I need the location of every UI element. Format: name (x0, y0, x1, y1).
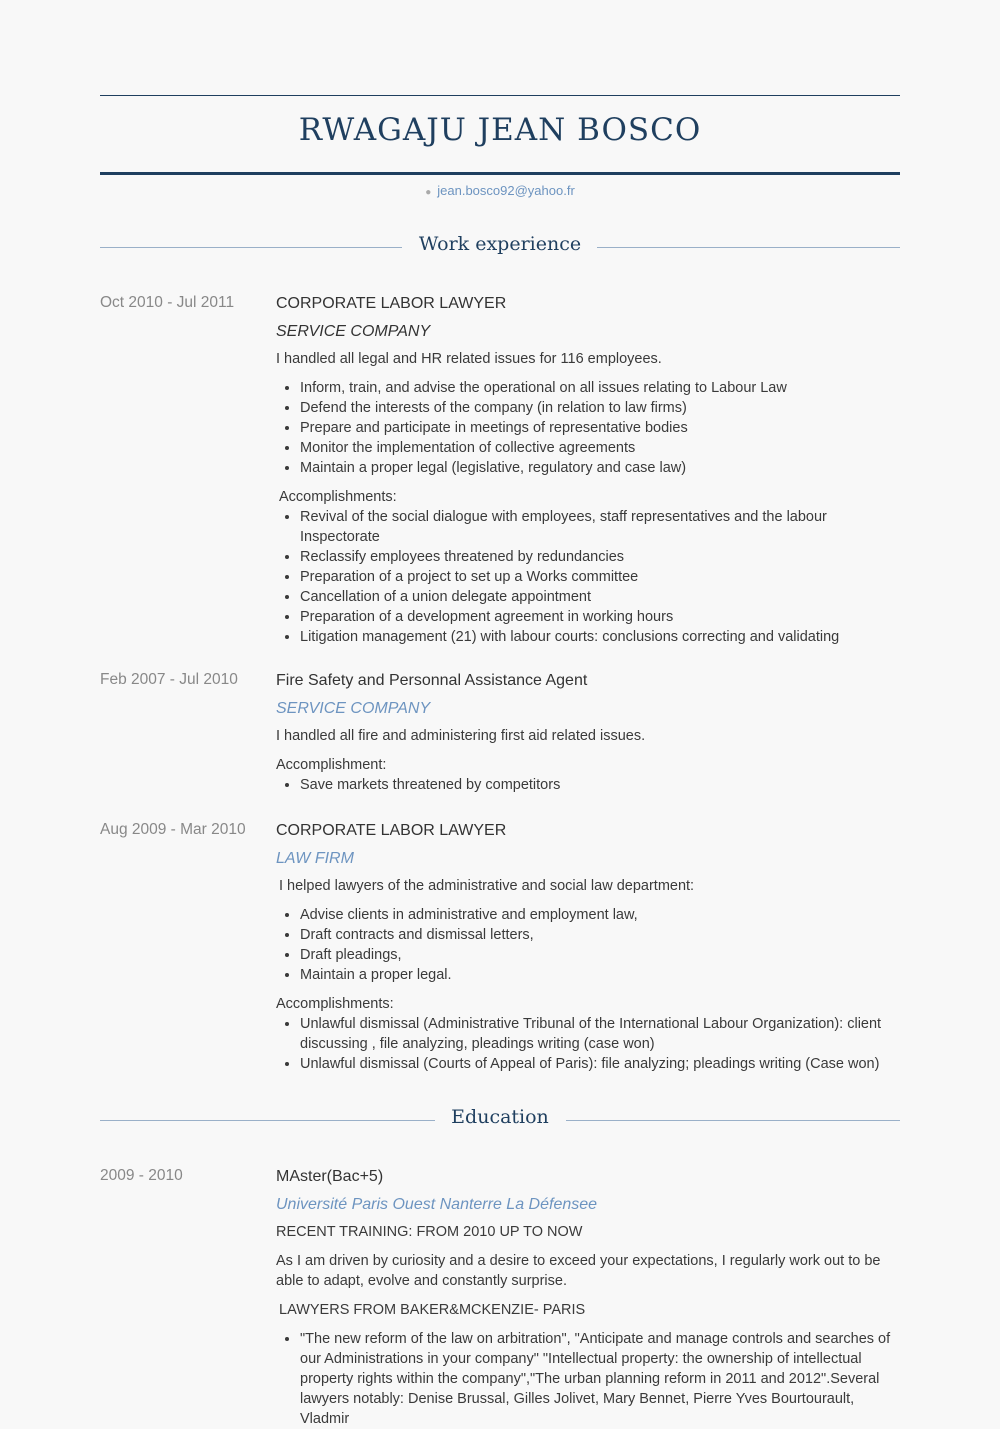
job-description: I handled all fire and administering first aid related issues. (276, 728, 646, 744)
company-name: SERVICE COMPANY (276, 700, 431, 717)
list-item: • Inform, train, and advise the operational on all issues relating to Labour Law (300, 378, 900, 398)
accomplishments-label: Accomplishments: (276, 996, 394, 1012)
list-item: • Maintain a proper legal. (300, 965, 900, 985)
accomplishment-list (300, 507, 900, 647)
list-item: • Monitor the implementation of collective agreements (300, 438, 900, 458)
job-description: I helped lawyers of the administrative and social law department: (279, 878, 695, 894)
accomplishment-list (300, 775, 900, 795)
contact-line (100, 183, 900, 198)
degree-title: MAster(Bac+5) (276, 1168, 384, 1185)
list-item: • Preparation of a project to set up a Works committee (300, 567, 900, 587)
email-link[interactable]: jean.bosco92@yahoo.fr (437, 183, 575, 198)
company-name: LAW FIRM (276, 850, 354, 867)
entry-date: Oct 2010 - Jul 2011 (100, 294, 235, 311)
entry-content (276, 294, 900, 647)
list-item: • Draft contracts and dismissal letters, (300, 925, 900, 945)
accomplishments-label: Accomplishments: (279, 489, 397, 505)
education-heading (100, 1106, 900, 1136)
bullet-dot-icon: ● (425, 187, 432, 198)
work-experience-heading (100, 233, 900, 263)
list-item: • Cancellation of a union delegate appointment (300, 587, 900, 607)
training-list (300, 1329, 900, 1429)
training-subheading: LAWYERS FROM BAKER&MCKENZIE- PARIS (279, 1302, 586, 1318)
list-item: • Defend the interests of the company (in relation to law firms) (300, 398, 900, 418)
list-item: • Maintain a proper legal (legislative, regulatory and case law) (300, 458, 900, 478)
list-item: • Prepare and participate in meetings of representative bodies (300, 418, 900, 438)
list-item: • Advise clients in administrative and employment law, (300, 905, 900, 925)
entry-content (276, 821, 900, 1074)
entry-date: 2009 - 2010 (100, 1167, 183, 1184)
list-item: • Revival of the social dialogue with employees, staff representatives and the labour Inspectorate (300, 507, 900, 547)
name-divider (100, 172, 900, 175)
training-heading: RECENT TRAINING: FROM 2010 UP TO NOW (276, 1224, 583, 1240)
section-title: Education (451, 1106, 549, 1128)
job-description: I handled all legal and HR related issues for 116 employees. (276, 351, 662, 367)
accomplishments-label: Accomplishment: (276, 757, 387, 773)
section-title: Work experience (418, 233, 582, 255)
entry-date: Aug 2009 - Mar 2010 (100, 821, 246, 838)
list-item: • Reclassify employees threatened by redundancies (300, 547, 900, 567)
list-item: • "The new reform of the law on arbitration", "Anticipate and manage controls and searches of our Administrations in your company" "Intellectual property: the ownership of intellectual property rights within the company","The urban planning reform in 2011 and 2012".Several lawyers notably: Denise Brussal, Gilles Jolivet, Mary Bennet, Pierre Yves Bourtourault, Vladmir (300, 1329, 900, 1429)
entry-content (276, 1167, 900, 1429)
candidate-name: RWAGAJU JEAN BOSCO (298, 112, 702, 148)
job-title: CORPORATE LABOR LAWYER (276, 295, 507, 312)
list-item: • Unlawful dismissal (Administrative Tribunal of the International Labour Organization): client discussing , file analyzing, pleadings writing (case won) (300, 1014, 900, 1054)
list-item: • Preparation of a development agreement in working hours (300, 607, 900, 627)
education-description: As I am driven by curiosity and a desire to exceed your expectations, I regularly work out to be able to adapt, evolve and constantly surprise. (276, 1253, 881, 1289)
heading-rule-right (597, 247, 900, 248)
list-item: • Unlawful dismissal (Courts of Appeal of Paris): file analyzing; pleadings writing (Case won) (300, 1054, 900, 1074)
job-title: Fire Safety and Personnal Assistance Agent (276, 672, 588, 689)
school-name: Université Paris Ouest Nanterre La Défensee (276, 1196, 598, 1213)
list-item: • Save markets threatened by competitors (300, 775, 900, 795)
responsibility-list (300, 378, 900, 478)
company-name: SERVICE COMPANY (276, 323, 431, 340)
list-item: • Litigation management (21) with labour courts: conclusions correcting and validating (300, 627, 900, 647)
responsibility-list (300, 905, 900, 985)
list-item: • Draft pleadings, (300, 945, 900, 965)
top-divider (100, 95, 900, 96)
heading-rule-right (566, 1120, 900, 1121)
accomplishment-list (300, 1014, 900, 1074)
entry-content (276, 671, 900, 795)
entry-date: Feb 2007 - Jul 2010 (100, 671, 238, 688)
job-title: CORPORATE LABOR LAWYER (276, 822, 507, 839)
